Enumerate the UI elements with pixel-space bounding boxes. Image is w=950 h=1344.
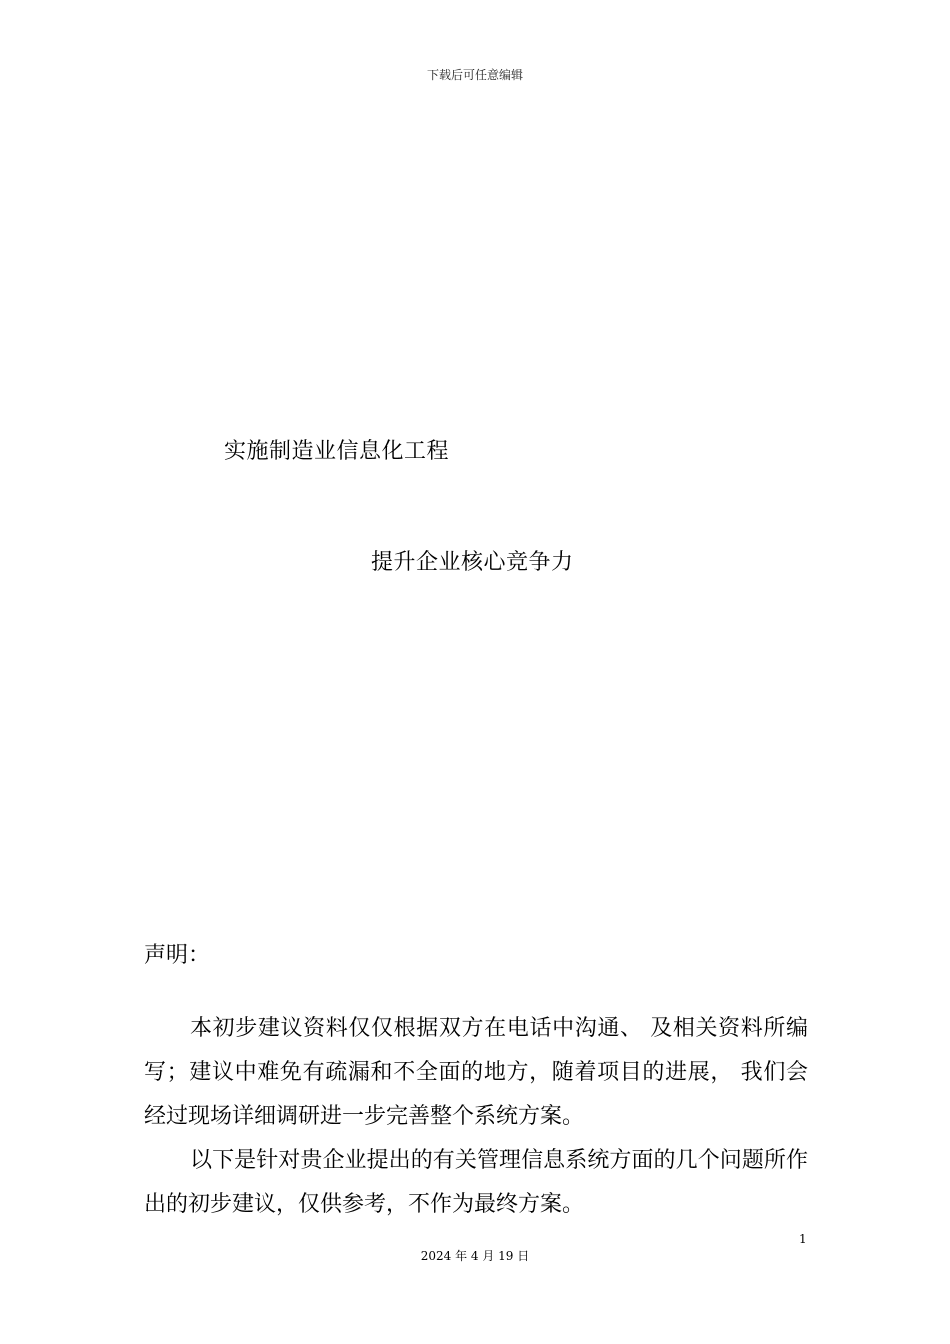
declaration-heading: 声明： <box>144 943 211 968</box>
declaration-body <box>144 1007 808 1227</box>
header-note: 下载后可任意编辑 <box>426 68 523 82</box>
document-title: 实施制造业信息化工程 <box>224 439 450 464</box>
declaration-paragraph: 本初步建议资料仅仅根据双方在电话中沟通、 及相关资料所编写；建议中难免有疏漏和不全面的地方，随着项目的进展， 我们会经过现场详细调研进一步完善整个系统方案。 <box>144 1016 808 1129</box>
page-number: 1 <box>799 1232 807 1246</box>
declaration-paragraph: 以下是针对贵企业提出的有关管理信息系统方面的几个问题所作出的初步建议，仅供参考，不作为最终方案。 <box>144 1148 808 1217</box>
document-subtitle: 提升企业核心竞争力 <box>371 550 574 575</box>
footer-date: 2024 年 4 月 19 日 <box>420 1249 530 1263</box>
